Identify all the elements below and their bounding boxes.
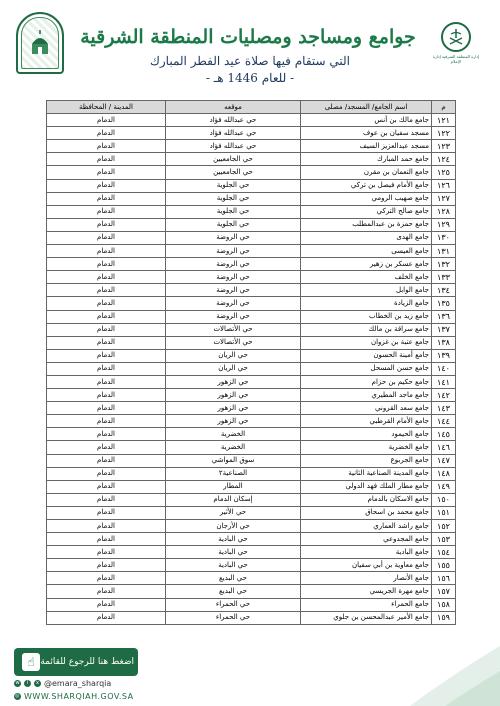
cell-number: ١٢٥ [432, 166, 456, 179]
cell-number: ١٥٣ [432, 533, 456, 546]
cell-location: حي الزهور [166, 375, 301, 388]
saudi-emblem-icon [430, 22, 482, 64]
table-row [47, 297, 456, 310]
web-icon: ◎ [15, 693, 20, 699]
cell-city: الدمام [47, 454, 166, 467]
cell-mosque-name: جامع الزيادة [301, 297, 432, 310]
cell-mosque-name: جامع حسن المسحل [301, 362, 432, 375]
cell-number: ١٤١ [432, 375, 456, 388]
table-row [47, 572, 456, 585]
cell-number: ١٣١ [432, 245, 456, 258]
cell-number: ١٥٤ [432, 546, 456, 559]
cell-number: ١٣٢ [432, 258, 456, 271]
table-row [47, 533, 456, 546]
hand-pointer-icon: ☝ [22, 653, 40, 671]
back-to-list-button[interactable] [14, 648, 138, 676]
cell-number: ١٢٩ [432, 218, 456, 231]
table-row [47, 179, 456, 192]
cell-city: الدمام [47, 493, 166, 506]
cell-number: ١٣٥ [432, 297, 456, 310]
cell-number: ١٤٨ [432, 467, 456, 480]
cell-location: حي الروضة [166, 297, 301, 310]
cell-city: الدمام [47, 297, 166, 310]
table-row [47, 467, 456, 480]
table-row [47, 375, 456, 388]
cell-number: ١٢٨ [432, 205, 456, 218]
website-text: WWW.SHARQIAH.GOV.SA [24, 692, 134, 701]
cell-location: حي الريان [166, 349, 301, 362]
cell-mosque-name: جامع مالك بن أنس [301, 114, 432, 127]
cell-city: الدمام [47, 231, 166, 244]
cell-city: الدمام [47, 375, 166, 388]
cell-city: الدمام [47, 506, 166, 519]
table-row [47, 480, 456, 493]
cell-city: الدمام [47, 114, 166, 127]
table-row [47, 166, 456, 179]
leaf-decoration-icon [350, 636, 500, 706]
table-row [47, 192, 456, 205]
cell-city: الدمام [47, 258, 166, 271]
table-row [47, 415, 456, 428]
table-row [47, 310, 456, 323]
cell-location: حي الروضة [166, 258, 301, 271]
cell-location: حي الحمراء [166, 611, 301, 624]
table-row [47, 231, 456, 244]
cell-city: الدمام [47, 218, 166, 231]
cell-city: الدمام [47, 520, 166, 533]
social-links [14, 679, 111, 688]
cell-location: حي الجامعيين [166, 166, 301, 179]
cell-location: حي الجلوية [166, 218, 301, 231]
cell-location: حي الزهور [166, 415, 301, 428]
cell-location: الخضرية [166, 441, 301, 454]
cell-city: الدمام [47, 153, 166, 166]
table-row [47, 598, 456, 611]
table-row [47, 506, 456, 519]
social-handle[interactable]: @emara_sharqia [44, 679, 112, 688]
cell-city: الدمام [47, 585, 166, 598]
cell-mosque-name: جامع الأمام القرطبي [301, 415, 432, 428]
cell-city: الدمام [47, 140, 166, 153]
cell-city: الدمام [47, 362, 166, 375]
mosques-table [46, 100, 456, 625]
cell-number: ١٢٤ [432, 153, 456, 166]
cell-number: ١٣٠ [432, 231, 456, 244]
cell-mosque-name: جامع ماجد المطيري [301, 389, 432, 402]
cell-city: الدمام [47, 179, 166, 192]
cell-mosque-name: جامع صالح التركي [301, 205, 432, 218]
cell-city: الدمام [47, 166, 166, 179]
table-row [47, 402, 456, 415]
cell-city: الدمام [47, 389, 166, 402]
cell-mosque-name: جامع حمد المبارك [301, 153, 432, 166]
cell-mosque-name: جامع راشد العماري [301, 520, 432, 533]
cell-number: ١٤٢ [432, 389, 456, 402]
cell-mosque-name: جامع سراقة بن مالك [301, 323, 432, 336]
col-header-name: اسم الجامع/ المسجد/ مصلى [301, 101, 432, 114]
table-row [47, 245, 456, 258]
table-row [47, 127, 456, 140]
cell-number: ١٥١ [432, 506, 456, 519]
table-row [47, 389, 456, 402]
cell-location: حي الجلوية [166, 192, 301, 205]
cell-city: الدمام [47, 310, 166, 323]
page-header [0, 0, 500, 92]
cell-mosque-name: جامع عسكر بن زهير [301, 258, 432, 271]
table-body [47, 114, 456, 625]
cell-mosque-name: جامع مطار الملك فهد الدولي [301, 480, 432, 493]
cell-number: ١٥٠ [432, 493, 456, 506]
table-row [47, 585, 456, 598]
cell-number: ١٣٨ [432, 336, 456, 349]
cell-location: حي الروضة [166, 310, 301, 323]
cell-mosque-name: جامع الجربوع [301, 454, 432, 467]
table-row [47, 546, 456, 559]
cell-location: حي البديع [166, 572, 301, 585]
cell-mosque-name: جامع الأمام فيصل بن تركي [301, 179, 432, 192]
table-row [47, 493, 456, 506]
cell-mosque-name: مسجد سفيان بن عوف [301, 127, 432, 140]
cell-city: الدمام [47, 428, 166, 441]
page-title: جوامع ومساجد ومصليات المنطقة الشرقية [80, 26, 416, 48]
col-header-location: موقعه [166, 101, 301, 114]
cell-number: ١٤٩ [432, 480, 456, 493]
cell-number: ١٢٢ [432, 127, 456, 140]
cell-location: حي عبدالله فؤاد [166, 127, 301, 140]
cell-city: الدمام [47, 546, 166, 559]
cell-mosque-name: مسجد عبدالعزيز السيف [301, 140, 432, 153]
cell-location: حي الحمراء [166, 598, 301, 611]
cell-city: الدمام [47, 349, 166, 362]
page-subtitle: التي ستقام فيها صلاة عيد الفطر المبارك [149, 54, 350, 68]
cell-city: الدمام [47, 611, 166, 624]
cell-mosque-name: جامع الوابل [301, 284, 432, 297]
table-row [47, 140, 456, 153]
cell-location: حي الأتصالات [166, 323, 301, 336]
cell-location: الصناعية٢ [166, 467, 301, 480]
cell-location: حي الأثير [166, 506, 301, 519]
cell-location: حي الريان [166, 362, 301, 375]
table-row [47, 428, 456, 441]
cell-city: الدمام [47, 245, 166, 258]
col-header-number: م [432, 101, 456, 114]
cell-location: حي الروضة [166, 245, 301, 258]
table-row [47, 611, 456, 624]
table-row [47, 323, 456, 336]
cell-mosque-name: جامع الخضرية [301, 441, 432, 454]
instagram-icon[interactable]: i [24, 680, 31, 687]
cell-mosque-name: جامع الحمراء [301, 598, 432, 611]
cell-city: الدمام [47, 402, 166, 415]
cell-number: ١٥٨ [432, 598, 456, 611]
cell-city: الدمام [47, 480, 166, 493]
cell-city: الدمام [47, 467, 166, 480]
table-row [47, 153, 456, 166]
table-row [47, 205, 456, 218]
cell-mosque-name: جامع حمزة بن عبدالمطلب [301, 218, 432, 231]
cell-location: سوق المواشي [166, 454, 301, 467]
cell-location: حي الروضة [166, 284, 301, 297]
col-header-city: المدينة / المحافظة [47, 101, 166, 114]
cell-number: ١٤٦ [432, 441, 456, 454]
cell-city: الدمام [47, 415, 166, 428]
cell-mosque-name: جامع الخلف [301, 271, 432, 284]
cell-location: حي عبدالله فؤاد [166, 140, 301, 153]
cell-number: ١٥٩ [432, 611, 456, 624]
cell-city: الدمام [47, 192, 166, 205]
cell-location: حي الزهور [166, 389, 301, 402]
cell-number: ١٣٣ [432, 271, 456, 284]
cell-number: ١٣٧ [432, 323, 456, 336]
cell-location: حي الأرجان [166, 520, 301, 533]
cell-location: حي الروضة [166, 231, 301, 244]
table-row [47, 362, 456, 375]
page-year: - للعام 1446 هـ - [205, 71, 295, 85]
cell-mosque-name: جامع الهدى [301, 231, 432, 244]
table-row [47, 349, 456, 362]
cell-number: ١٢٣ [432, 140, 456, 153]
cell-number: ١٥٥ [432, 559, 456, 572]
cell-number: ١٢٧ [432, 192, 456, 205]
table-row [47, 218, 456, 231]
table-row [47, 114, 456, 127]
cell-mosque-name: جامع محمد بن اسحاق [301, 506, 432, 519]
table-row [47, 284, 456, 297]
cell-city: الدمام [47, 323, 166, 336]
table-row [47, 441, 456, 454]
cell-mosque-name: جامع معاوية بن أبي سفيان [301, 559, 432, 572]
cell-city: الدمام [47, 572, 166, 585]
cell-city: الدمام [47, 284, 166, 297]
cell-location: حي الجلوية [166, 205, 301, 218]
cell-number: ١٣٩ [432, 349, 456, 362]
cell-mosque-name: جامع زيد بن الخطاب [301, 310, 432, 323]
cell-mosque-name: جامع الأنصار [301, 572, 432, 585]
cell-location: حي البادية [166, 559, 301, 572]
cell-location: حي البادية [166, 533, 301, 546]
cell-city: الدمام [47, 598, 166, 611]
cell-number: ١٥٧ [432, 585, 456, 598]
cell-mosque-name: جامع أمينة الحسون [301, 349, 432, 362]
cell-city: الدمام [47, 336, 166, 349]
cell-number: ١٤٥ [432, 428, 456, 441]
cell-number: ١٢٦ [432, 179, 456, 192]
cell-city: الدمام [47, 533, 166, 546]
cell-number: ١٥٦ [432, 572, 456, 585]
cell-mosque-name: جامع المدينة الصناعية الثانية [301, 467, 432, 480]
table-row [47, 258, 456, 271]
cell-location: حي الجامعيين [166, 153, 301, 166]
cell-mosque-name: جامع البادية [301, 546, 432, 559]
cell-city: الدمام [47, 127, 166, 140]
cell-location: إسكان الدمام [166, 493, 301, 506]
back-to-list-label: اضغط هنا للرجوع للقائمة [40, 657, 134, 667]
cell-number: ١٣٤ [432, 284, 456, 297]
table-row [47, 559, 456, 572]
table-row [47, 271, 456, 284]
cell-city: الدمام [47, 559, 166, 572]
cell-mosque-name: جامع النعمان بن مقرن [301, 166, 432, 179]
cell-location: المطار [166, 480, 301, 493]
cell-city: الدمام [47, 441, 166, 454]
cell-location: حي عبدالله فؤاد [166, 114, 301, 127]
cell-location: حي الأتصالات [166, 336, 301, 349]
cell-mosque-name: جامع الاسكان بالدمام [301, 493, 432, 506]
org-logo-text: إدارة المنطقة الشرقية إدارة الإعلام [432, 54, 480, 64]
cell-mosque-name: جامع العيسى [301, 245, 432, 258]
cell-location: الخضرية [166, 428, 301, 441]
cell-city: الدمام [47, 271, 166, 284]
cell-mosque-name: جامع حكيم بن حزام [301, 375, 432, 388]
cell-mosque-name: جامع الحيمود [301, 428, 432, 441]
cell-number: ١٤٧ [432, 454, 456, 467]
x-icon[interactable]: x [34, 680, 41, 687]
cell-location: حي البديع [166, 585, 301, 598]
cell-location: حي الروضة [166, 271, 301, 284]
cell-mosque-name: جامع المجدوعي [301, 533, 432, 546]
cell-mosque-name: جامع عتبة بن غزوان [301, 336, 432, 349]
cell-number: ١٤٤ [432, 415, 456, 428]
cell-mosque-name: جامع مهرة الجريسي [301, 585, 432, 598]
whatsapp-icon[interactable]: w [15, 680, 20, 686]
table-row [47, 336, 456, 349]
cell-number: ١٤٠ [432, 362, 456, 375]
cell-number: ١٥٢ [432, 520, 456, 533]
cell-location: حي الجلوية [166, 179, 301, 192]
cell-number: ١٣٦ [432, 310, 456, 323]
table-row [47, 520, 456, 533]
cell-location: حي الزهور [166, 402, 301, 415]
cell-city: الدمام [47, 205, 166, 218]
table-header-row [47, 101, 456, 114]
cell-number: ١٢١ [432, 114, 456, 127]
cell-location: حي البادية [166, 546, 301, 559]
website-link[interactable] [14, 692, 134, 701]
cell-mosque-name: جامع صهيب الرومي [301, 192, 432, 205]
cell-number: ١٤٣ [432, 402, 456, 415]
cell-mosque-name: جامع الأمير عبدالمحسن بن جلوي [301, 611, 432, 624]
cell-mosque-name: جامع سعد القروني [301, 402, 432, 415]
table-row [47, 454, 456, 467]
mosque-logo-icon [16, 12, 64, 74]
